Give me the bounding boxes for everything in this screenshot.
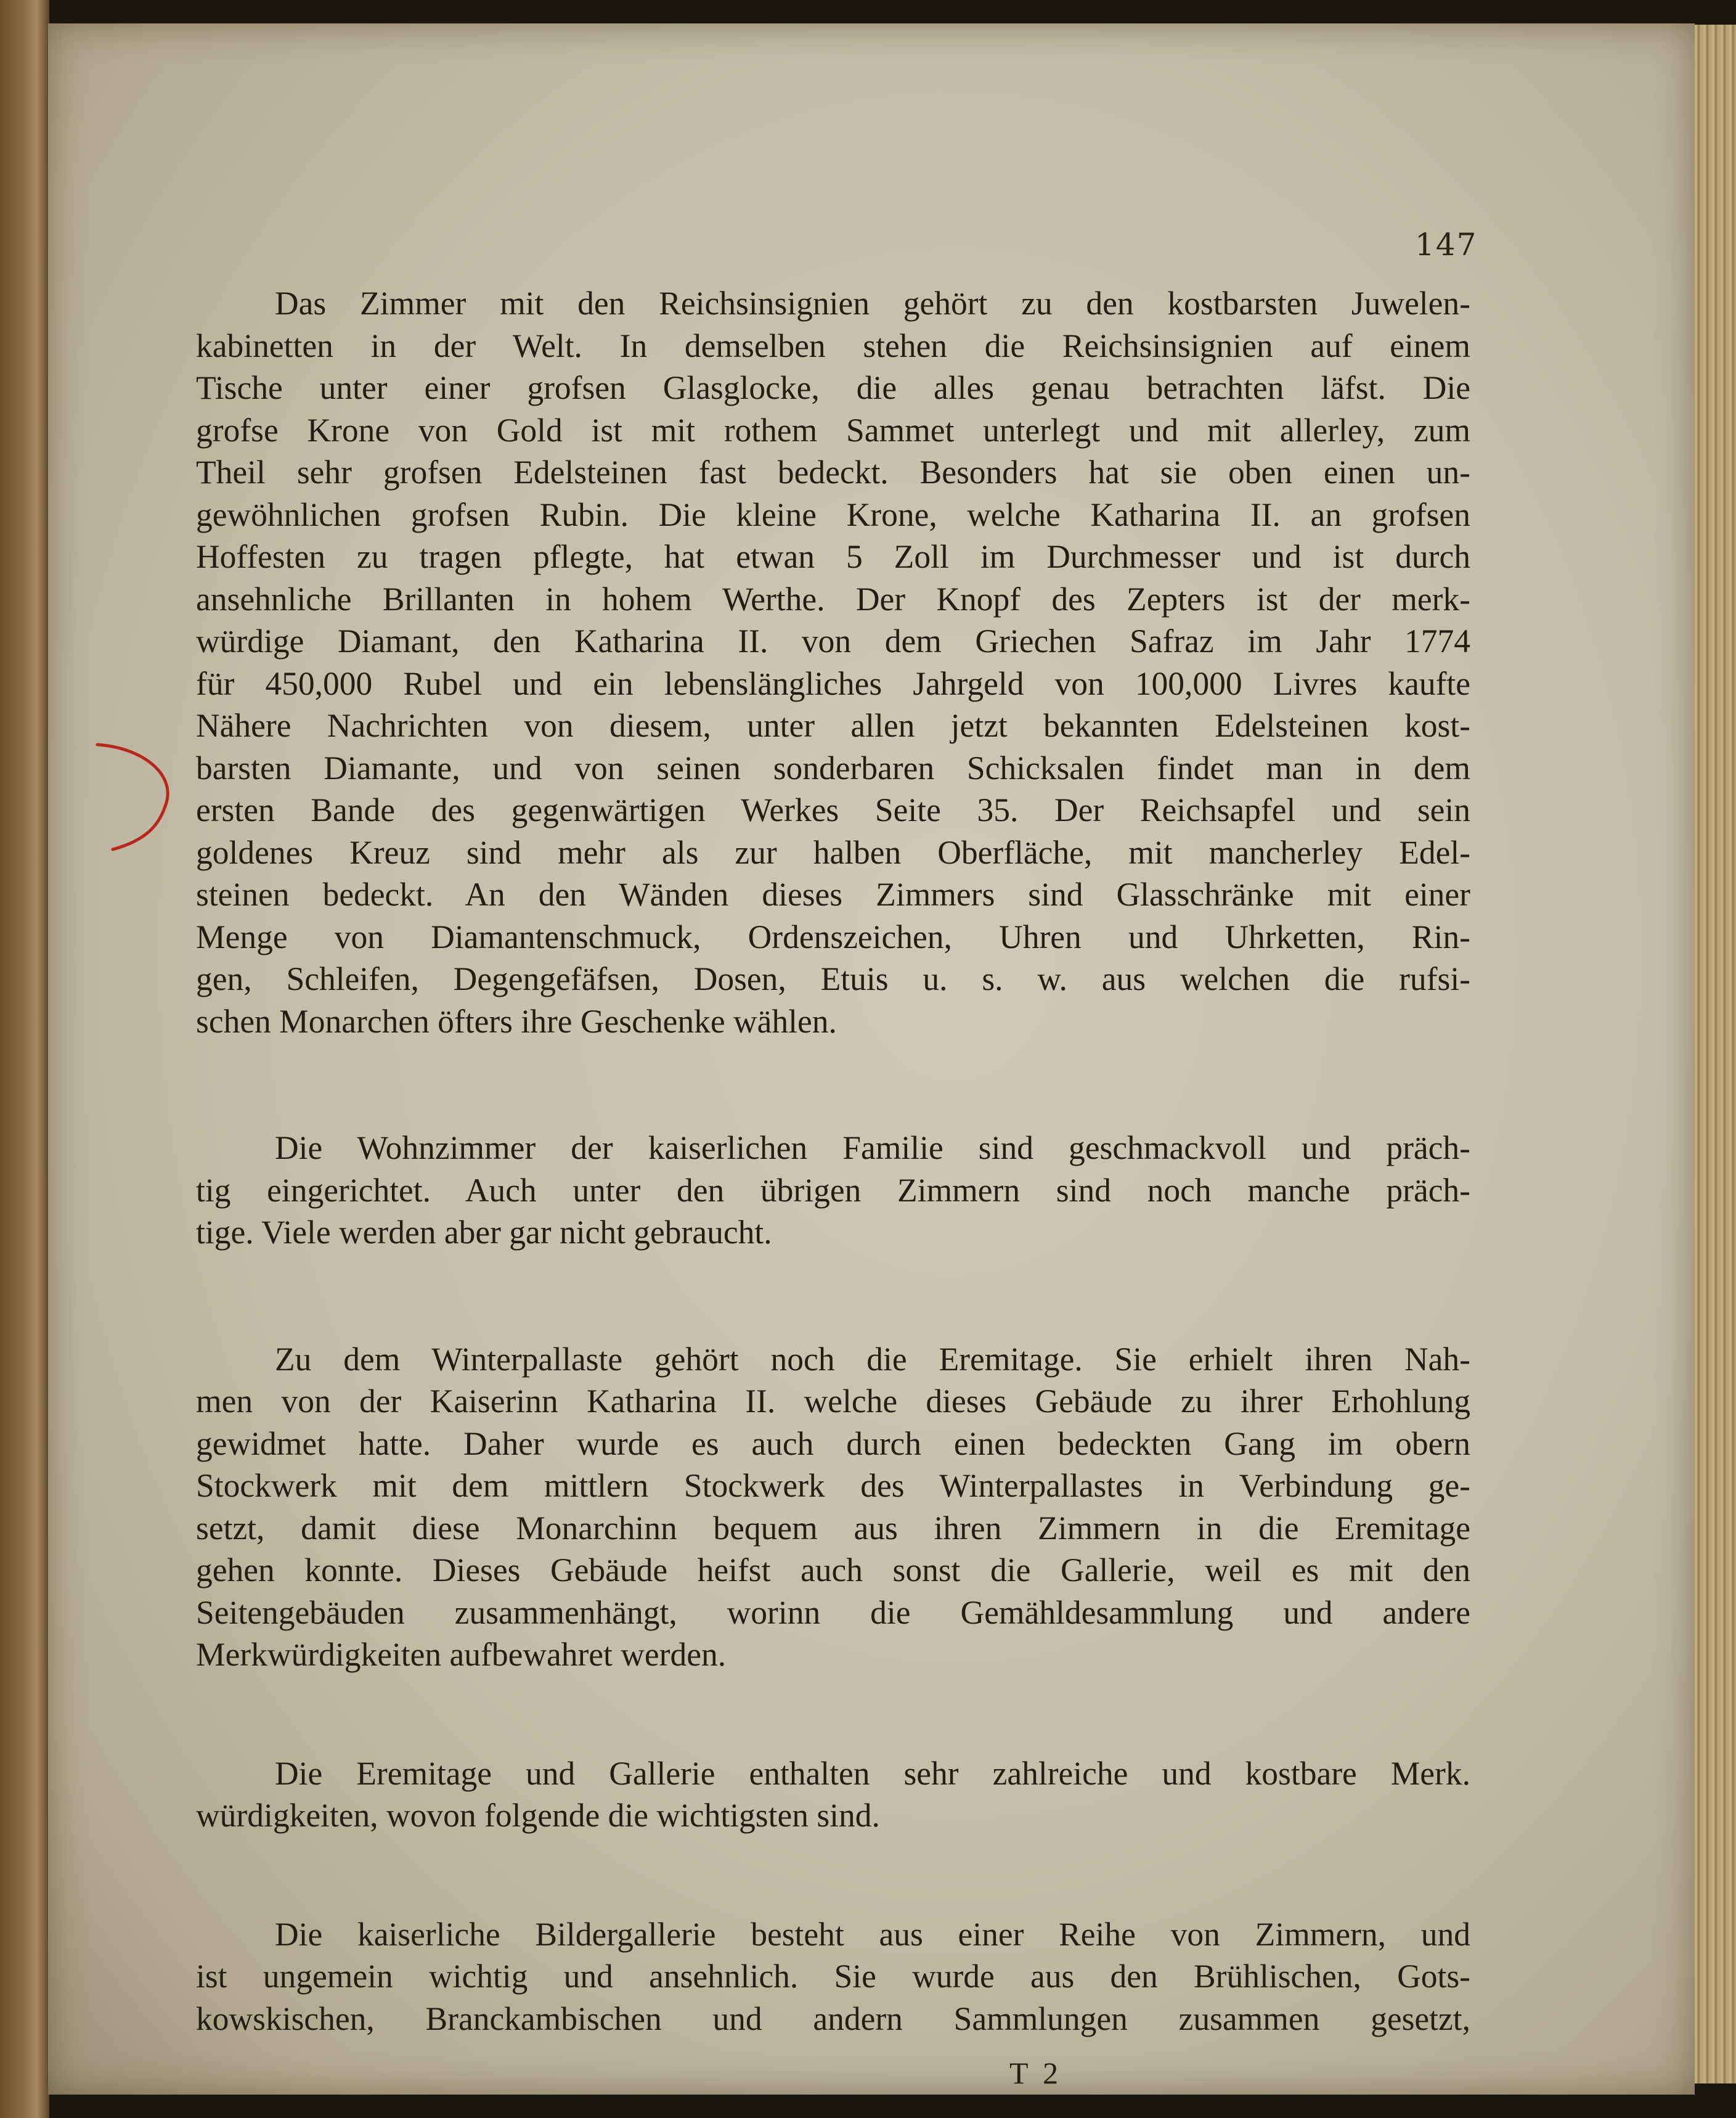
text-line: Die Eremitage und Gallerie enthalten sehr zahlreiche und kostbare Merk. — [275, 1754, 1470, 1792]
paragraph-gap — [196, 1837, 1470, 1913]
text-line: schen Monarchen öfters ihre Geschenke wählen. — [196, 1002, 837, 1040]
text-line: tige. Viele werden aber gar nicht gebraucht. — [196, 1214, 772, 1251]
page-stack-edge — [1691, 25, 1736, 2083]
text-line: barsten Diamante, und von seinen sonderbaren Schicksalen findet man in dem — [196, 749, 1470, 787]
text-line: ansehnliche Brillanten in hohem Werthe. Der Knopf des Zepters ist der merk- — [196, 580, 1470, 618]
page — [48, 23, 1695, 2095]
text-line: gewöhnlichen grofsen Rubin. Die kleine Krone, welche Katharina II. an grofsen — [196, 496, 1470, 533]
text-line: Stockwerk mit dem mittlern Stockwerk des Winterpallastes in Verbindung ge- — [196, 1467, 1470, 1504]
text-line: für 450,000 Rubel und ein lebenslängliches Jahrgeld von 100,000 Livres kaufte — [196, 664, 1470, 702]
text-line: ersten Bande des gegenwärtigen Werkes Seite 35. Der Reichsapfel und sein — [196, 791, 1470, 828]
text-line: ist ungemein wichtig und ansehnlich. Sie wurde aus den Brühlischen, Gots- — [196, 1958, 1470, 1995]
text-line: würdigkeiten, wovon folgende die wichtigsten sind. — [196, 1797, 880, 1834]
text-line: würdige Diamant, den Katharina II. von dem Griechen Safraz im Jahr 1774 — [196, 623, 1470, 660]
paragraph-gap — [196, 1042, 1470, 1127]
text-line: Die Wohnzimmer der kaiserlichen Familie sind geschmackvoll und präch- — [275, 1129, 1470, 1166]
text-line: men von der Kaiserinn Katharina II. welche dieses Gebäude zu ihrer Erhohlung — [196, 1383, 1470, 1420]
text-line: Das Zimmer mit den Reichsinsignien gehört zu den kostbarsten Juwelen- — [275, 285, 1470, 322]
text-line: Menge von Diamantenschmuck, Ordenszeichen, Uhren und Uhrketten, Rin- — [196, 918, 1470, 955]
text-line: tig eingerichtet. Auch unter den übrigen Zimmern sind noch manche präch- — [196, 1171, 1470, 1209]
text-line: setzt, damit diese Monarchinn bequem aus ihren Zimmern in die Eremitage — [196, 1509, 1470, 1547]
text-line: gen, Schleifen, Degengefäfsen, Dosen, Etuis u. s. w. aus welchen die rufsi- — [196, 960, 1470, 997]
text-line: Merkwürdigkeiten aufbewahret werden. — [196, 1636, 727, 1673]
text-line: Die kaiserliche Bildergallerie besteht aus einer Reihe von Zimmern, und — [275, 1915, 1470, 1953]
paragraph-gap — [196, 1254, 1470, 1338]
text-line: Hoffesten zu tragen pflegte, hat etwan 5 Zoll im Durchmesser und ist durch — [196, 538, 1470, 575]
text-line: steinen bedeckt. An den Wänden dieses Zimmers sind Glasschränke mit einer — [196, 876, 1470, 913]
text-line: kowskischen, Branckambischen und andern Sammlungen zusammen gesetzt, — [196, 2000, 1470, 2037]
text-line: Theil sehr grofsen Edelsteinen fast bedeckt. Besonders hat sie oben einen un- — [196, 454, 1470, 491]
page-number: 147 — [1415, 227, 1478, 263]
text-line: Nähere Nachrichten von diesem, unter allen jetzt bekannten Edelsteinen kost- — [196, 707, 1470, 744]
paragraph-4 — [196, 1752, 1470, 1837]
text-line: kabinetten in der Welt. In demselben stehen die Reichsinsignien auf einem — [196, 327, 1470, 364]
text-line: Zu dem Winterpallaste gehört noch die Eremitage. Sie erhielt ihren Nah- — [275, 1340, 1470, 1378]
paragraph-3 — [196, 1338, 1470, 1676]
text-line: grofse Krone von Gold ist mit rothem Sammet unterlegt und mit allerley, zum — [196, 411, 1470, 449]
body-text — [196, 282, 1470, 2040]
printer-signature: T 2 — [1009, 2056, 1062, 2090]
paragraph-5 — [196, 1913, 1470, 2040]
text-line: goldenes Kreuz sind mehr als zur halben Oberfläche, mit mancherley Edel- — [196, 833, 1470, 871]
paragraph-gap — [196, 1676, 1470, 1752]
text-line: gehen konnte. Dieses Gebäude heifst auch sonst die Gallerie, weil es mit den — [196, 1552, 1470, 1589]
binding-edge — [0, 0, 49, 2118]
paragraph-1 — [196, 282, 1470, 1042]
text-line: gewidmet hatte. Daher wurde es auch durch einen bedeckten Gang im obern — [196, 1425, 1470, 1462]
paragraph-2 — [196, 1127, 1470, 1254]
text-line: Seitengebäuden zusammenhängt, worinn die Gemähldesammlung und andere — [196, 1593, 1470, 1631]
text-line: Tische unter einer grofsen Glasglocke, die alles genau betrachten läfst. Die — [196, 369, 1470, 406]
red-margin-bracket — [85, 732, 196, 856]
